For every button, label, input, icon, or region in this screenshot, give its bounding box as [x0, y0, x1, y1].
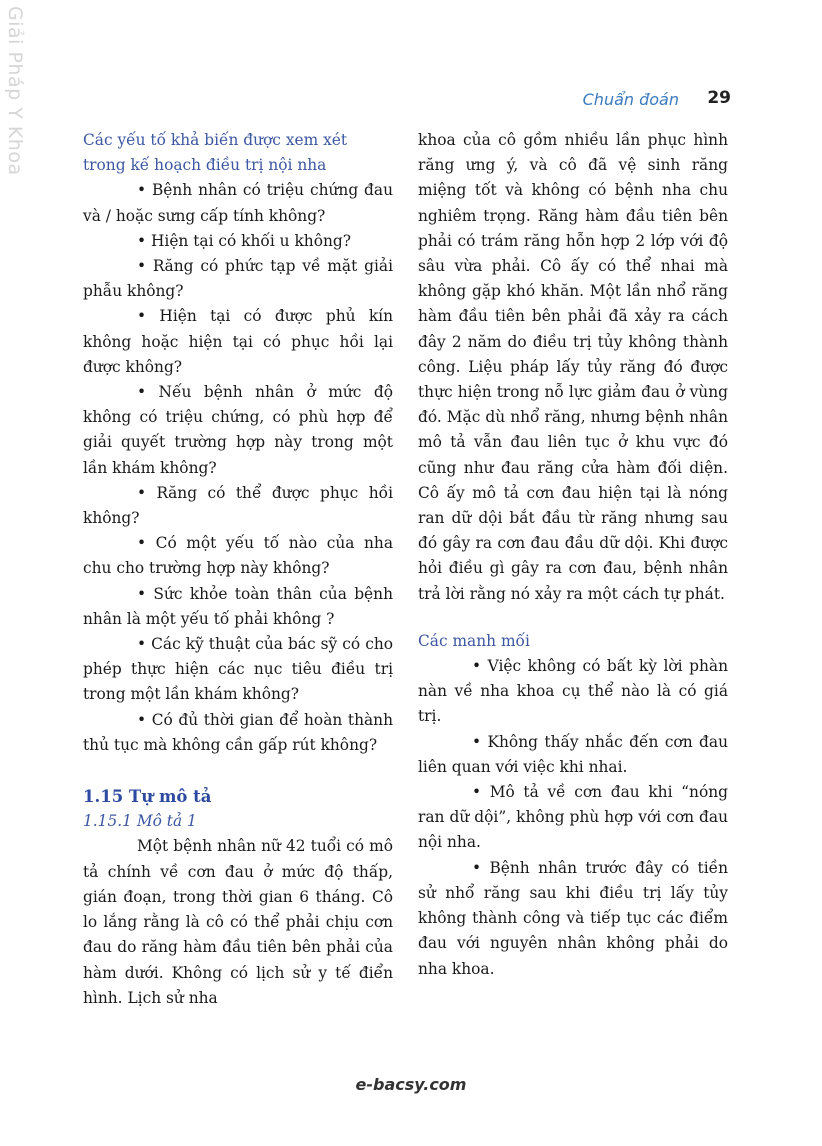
bullet: • Có đủ thời gian để hoàn thành thủ tục mà không cần gấp rút không?: [83, 710, 393, 754]
subheading-clues: Các manh mối: [418, 631, 530, 650]
bullet: • Hiện tại có được phủ kín không hoặc hiện tại có phục hồi lại được không?: [83, 307, 393, 376]
case-paragraph: Một bệnh nhân nữ 42 tuổi có mô tả chính về cơn đau ở mức độ thấp, gián đoạn, trong thời gian 6 tháng. Cô lo lắng rằng là cô có thể phải chịu cơn đau do răng hàm đầu tiên bên phải của hàm dưới. Không có lịch sử y tế điển hình. Lịch sử nha: [83, 837, 393, 1007]
section-title: 1.15 Tự mô tả: [83, 787, 212, 807]
right-column: [418, 128, 728, 982]
left-column: [83, 128, 393, 1011]
watermark: Giải Pháp Y Khoa: [4, 6, 26, 176]
case-paragraph-continued: khoa của cô gồm nhiều lần phục hình răng ưng ý, và cô đã vệ sinh răng miệng tốt và không có bệnh nha chu nghiêm trọng. Răng hàm đầu tiên bên phải có trám răng hỗn hợp 2 lớp với độ sâu vừa phải. Cô ấy có thể nhai mà không gặp khó khăn. Một lần nhổ răng hàm đầu tiên bên phải đã xảy ra cách đây 2 năm do điều trị tủy không thành công. Liệu pháp lấy tủy răng đó được thực hiện trong nỗ lực giảm đau ở vùng đó. Mặc dù nhổ răng, nhưng bệnh nhân mô tả vẫn đau liên tục ở khu vực đó cũng như đau răng cửa hàm đối diện. Cô ấy mô tả cơn đau hiện tại là nóng ran dữ dội bắt đầu từ răng nhưng sau đó gây ra cơn đau đầu dữ dội. Khi được hỏi điều gì gây ra cơn đau, bệnh nhân trả lời rằng nó xảy ra một cách tự phát.: [418, 131, 728, 603]
spacer: [418, 607, 728, 629]
bullet: • Răng có thể được phục hồi không?: [83, 483, 393, 528]
bullet: • Hiện tại có khối u không?: [137, 231, 351, 250]
footer-site: e-bacsy.com: [355, 1075, 467, 1094]
subsection-title: 1.15.1 Mô tả 1: [83, 812, 197, 831]
bullet: • Việc không có bất kỳ lời phàn nàn về nha khoa cụ thể nào là có giá trị.: [418, 657, 728, 726]
bullet: • Bệnh nhân trước đây có tiền sử nhổ răng sau khi điều trị lấy tủy không thành công và tiếp tục các điểm đau với nguyên nhân không phải do nha khoa.: [418, 858, 728, 978]
bullet: • Mô tả về cơn đau khi “nóng ran dữ dội”, không phù hợp với cơn đau nội nha.: [418, 783, 728, 852]
bullet: • Bệnh nhân có triệu chứng đau và / hoặc sưng cấp tính không?: [83, 181, 393, 225]
bullet: • Có một yếu tố nào của nha chu cho trường hợp này không?: [83, 534, 393, 578]
bullet: • Nếu bệnh nhân ở mức độ không có triệu chứng, có phù hợp để giải quyết trường hợp này trong một lần khám không?: [83, 383, 393, 477]
page-number: 29: [707, 88, 731, 108]
subheading-variables: Các yếu tố khả biến được xem xét trong kế hoạch điều trị nội nha: [83, 131, 348, 175]
running-head: Chuẩn đoán: [582, 90, 679, 109]
bullet: • Răng có phức tạp về mặt giải phẫu không?: [83, 257, 393, 301]
bullet: • Sức khỏe toàn thân của bệnh nhân là một yếu tố phải không ?: [83, 584, 393, 628]
bullet: • Không thấy nhắc đến cơn đau liên quan với việc khi nhai.: [418, 732, 728, 776]
bullet: • Các kỹ thuật của bác sỹ có cho phép thực hiện các nục tiêu điều trị trong một lần khám không?: [83, 635, 393, 704]
